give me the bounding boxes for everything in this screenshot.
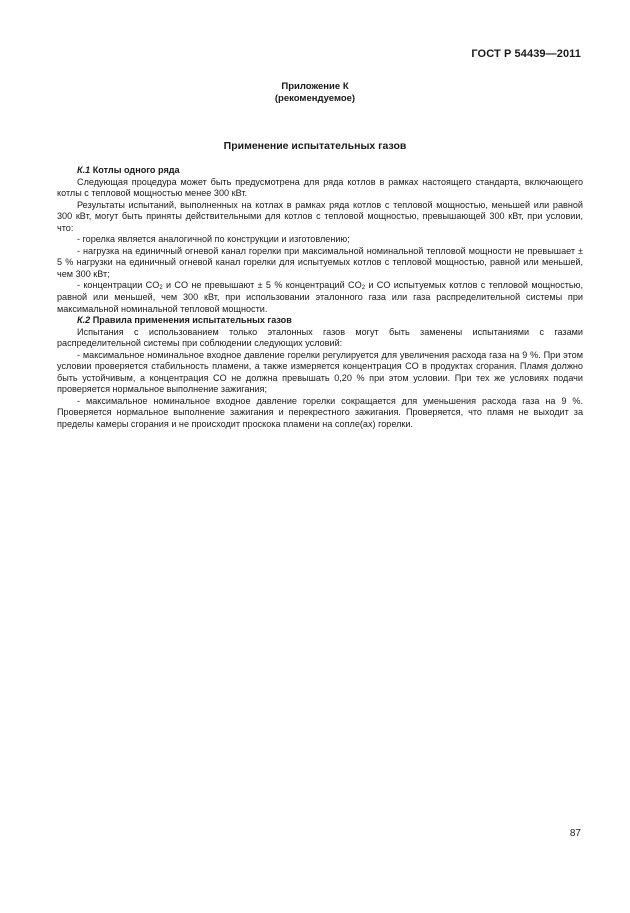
paragraph: Испытания с использованием только эталонных газов могут быть заменены испытаниями с газами распределительной системы при соблюдении следующих условий: — [57, 326, 583, 349]
subscript: 2 — [361, 285, 366, 292]
page-number: 87 — [569, 828, 581, 839]
appendix-kind: (рекомендуемое) — [274, 93, 356, 104]
subsection-title: Котлы одного ряда — [92, 165, 180, 175]
document-standard-id: ГОСТ Р 54439—2011 — [471, 48, 581, 60]
text-run: и CO испытуемых котлов с тепловой мощностью, равной или меньшей, чем 300 кВт, при использовании эталонного газа или газа распределительной системы при максимальной номинальной тепловой мощности. — [57, 280, 583, 314]
subsection-title: Правила применения испытательных газов — [92, 315, 292, 326]
subsection-heading-k2 — [57, 315, 583, 327]
list-item: - максимальное номинальное входное давление горелки регулируется для увеличения расхода газа на 9 %. При этом условии проверяется стабильность пламени, а также измеряется концентрация CO в продуктах сгорания. Пламя должно быть устойчивым, а концентрация CO не должна превышать 0,20 % при этом условии. При тех же условиях подачи проверяется нормальное выполнение зажигания; — [57, 349, 583, 395]
subsection-number: К.2 — [77, 315, 91, 326]
section-title: Применение испытательных газов — [223, 140, 407, 152]
text-run: и CO не превышают ± 5 % концентраций CO — [162, 280, 362, 291]
list-item — [57, 280, 583, 315]
subscript: 2 — [159, 285, 163, 292]
list-item: - горелка является аналогичной по конструкции и изготовлению; — [77, 234, 350, 245]
document-body — [57, 165, 583, 431]
subsection-heading-k1 — [57, 165, 583, 177]
paragraph: Следующая процедура может быть предусмотрена для ряда котлов в рамках настоящего стандарта, включающего котлы с тепловой мощностью менее 300 кВт. — [57, 176, 583, 199]
list-item: - нагрузка на единичный огневой канал горелки при максимальной номинальной тепловой мощности не превышает ± 5 % нагрузки на единичный огневой канал горелки для испытуемых котлов с тепловой мощностью, равной или меньшей, чем 300 кВт; — [57, 245, 583, 279]
appendix-title: Приложение К — [281, 81, 349, 92]
subsection-number: К.1 — [77, 165, 91, 175]
text-run: - концентрации CO — [77, 280, 160, 291]
list-item: - максимальное номинальное входное давление горелки сокращается для уменьшения расхода газа на 9 %. Проверяется нормальное выполнение зажигания и перекрестного зажигания. Проверяется, что пламя не выходит за пределы камеры сгорания и не происходит проскока пламени на сопле(ах) горелки. — [57, 395, 583, 430]
paragraph: Результаты испытаний, выполненных на котлах в рамках ряда котлов с тепловой мощностью, меньшей или равной 300 кВт, могут быть приняты действительными для котлов с тепловой мощностью, превышающей 300 кВт, при условии, что: — [57, 199, 583, 233]
